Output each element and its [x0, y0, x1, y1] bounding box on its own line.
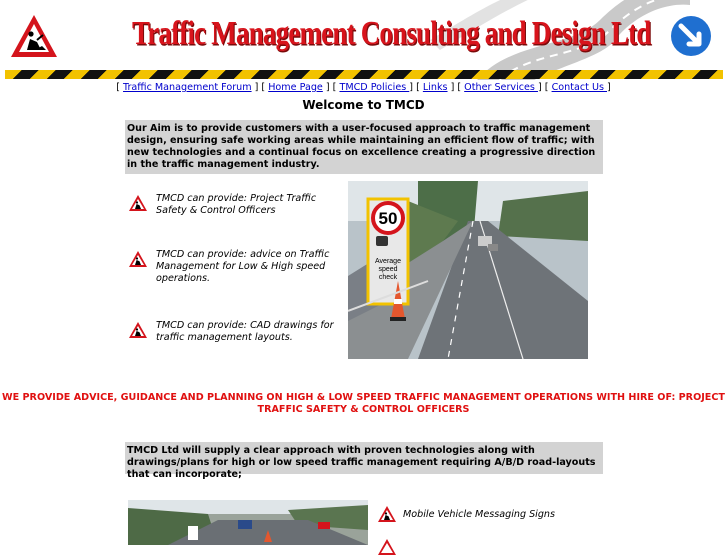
- nav-link-policies[interactable]: TMCD Policies: [339, 82, 410, 93]
- page-heading: Welcome to TMCD: [302, 98, 425, 112]
- site-title: Traffic Management Consulting and Design Ltd: [132, 14, 651, 52]
- roadworks-warning-icon: [9, 13, 59, 59]
- roadworks-warning-icon: [128, 321, 148, 339]
- roadworks-warning-icon: [128, 250, 148, 268]
- top-navigation: [ Traffic Management Forum ] [ Home Page ] [ TMCD Policies ] [ Links ] [ Other Services ] [ Contact Us ]: [116, 82, 611, 93]
- provide-text: TMCD can provide: advice on Traffic Management for Low & High speed operations.: [156, 249, 330, 284]
- nav-link-contact[interactable]: Contact Us: [551, 82, 608, 93]
- nav-link-forum[interactable]: Traffic Management Forum: [123, 82, 252, 93]
- provide-text: TMCD can provide: Project Traffic Safety & Control Officers: [156, 193, 317, 216]
- nav-link-other-services[interactable]: Other Services: [464, 82, 538, 93]
- keep-left-sign-icon: [668, 13, 714, 59]
- provide-item: [128, 193, 336, 217]
- speed-limit-text: 50: [378, 209, 398, 228]
- supply-statement: TMCD Ltd will supply a clear approach with proven technologies along with drawings/plans for high or low speed traffic management requiring A/B/D road-layouts that can incorporate;: [125, 442, 603, 474]
- service-text: Mobile Vehicle Messaging Signs: [403, 508, 556, 520]
- roadworks-warning-icon: [128, 194, 148, 212]
- nav-link-links[interactable]: Links: [422, 82, 448, 93]
- provide-item: [128, 249, 336, 285]
- roadworks-warning-icon: [377, 538, 397, 556]
- service-item: [377, 505, 555, 523]
- provide-item: [128, 320, 336, 344]
- service-item: [377, 538, 403, 556]
- road-layout-photo: [128, 500, 368, 545]
- roadworks-photo: [348, 181, 588, 359]
- nav-link-home[interactable]: Home Page: [268, 82, 323, 93]
- roadworks-warning-icon: [377, 505, 397, 523]
- site-header: [0, 0, 727, 80]
- provide-text: TMCD can provide: CAD drawings for traffic management layouts.: [156, 320, 334, 343]
- camera-sign-line2: speed: [378, 266, 398, 273]
- camera-sign-line1: Average: [375, 258, 401, 265]
- aim-statement: Our Aim is to provide customers with a user-focused approach to traffic management design, ensuring safe working areas while maintaining an efficient flow of traffic; with new technologies and a continual focus on excellence creating a progressive direction in the traffic management industry.: [125, 120, 603, 174]
- highlight-banner: WE PROVIDE ADVICE, GUIDANCE AND PLANNING ON HIGH & LOW SPEED TRAFFIC MANAGEMENT OPERATIONS WITH HIRE OF: PROJECT TRAFFIC SAFETY & CONTROL OFFICERS: [2, 392, 725, 415]
- camera-sign-line3: check: [378, 274, 398, 281]
- hazard-stripe-divider: [5, 70, 723, 79]
